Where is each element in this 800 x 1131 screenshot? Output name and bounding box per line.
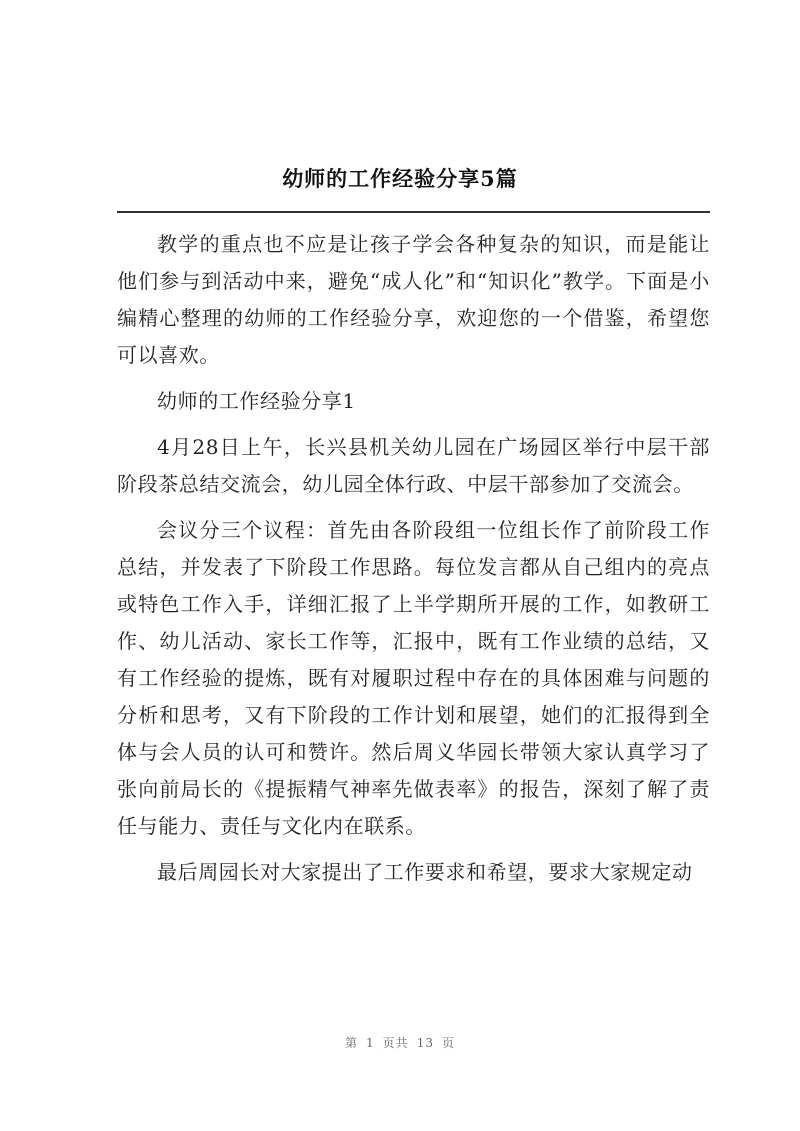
- body-paragraph: 最后周园长对大家提出了工作要求和希望，要求大家规定动: [157, 860, 693, 884]
- document-body: [117, 226, 710, 900]
- footer-total-pages: 13: [416, 1036, 434, 1050]
- footer-current-page: 1: [366, 1036, 375, 1050]
- footer-end-label: 页: [441, 1036, 455, 1050]
- body-paragraph: 教学的重点也不应是让孩子学会各种复杂的知识，而是能让他们参与到活动中来，避免“成人化”和“知识化”教学。下面是小编精心整理的幼师的工作经验分享，欢迎您的一个借鉴，希望您可以喜欢。: [117, 232, 710, 367]
- title-divider: [117, 211, 710, 213]
- document-title: 幼师的工作经验分享5篇: [282, 166, 518, 191]
- footer-of-label: 页共: [382, 1036, 409, 1050]
- body-paragraph: 4月28日上午，长兴县机关幼儿园在广场园区举行中层干部阶段茶总结交流会，幼儿园全体行政、中层干部参加了交流会。: [117, 435, 710, 496]
- page-footer: [0, 1034, 800, 1051]
- footer-page-label: 第: [345, 1036, 359, 1050]
- body-paragraph: 会议分三个议程：首先由各阶段组一位组长作了前阶段工作总结，并发表了下阶段工作思路。每位发言都从自己组内的亮点或特色工作入手，详细汇报了上半学期所开展的工作，如教研工作、幼儿活动、家长工作等，汇报中，既有工作业绩的总结，又有工作经验的提炼，既有对履职过程中存在的具体困难与问题的分析和思考，又有下阶段的工作计划和展望，她们的汇报得到全体与会人员的认可和赞许。然后周义华园长带领大家认真学习了张向前局长的《提振精气神率先做表率》的报告，深刻了解了责任与能力、责任与文化内在联系。: [117, 518, 710, 838]
- section-heading: 幼师的工作经验分享1: [157, 389, 356, 413]
